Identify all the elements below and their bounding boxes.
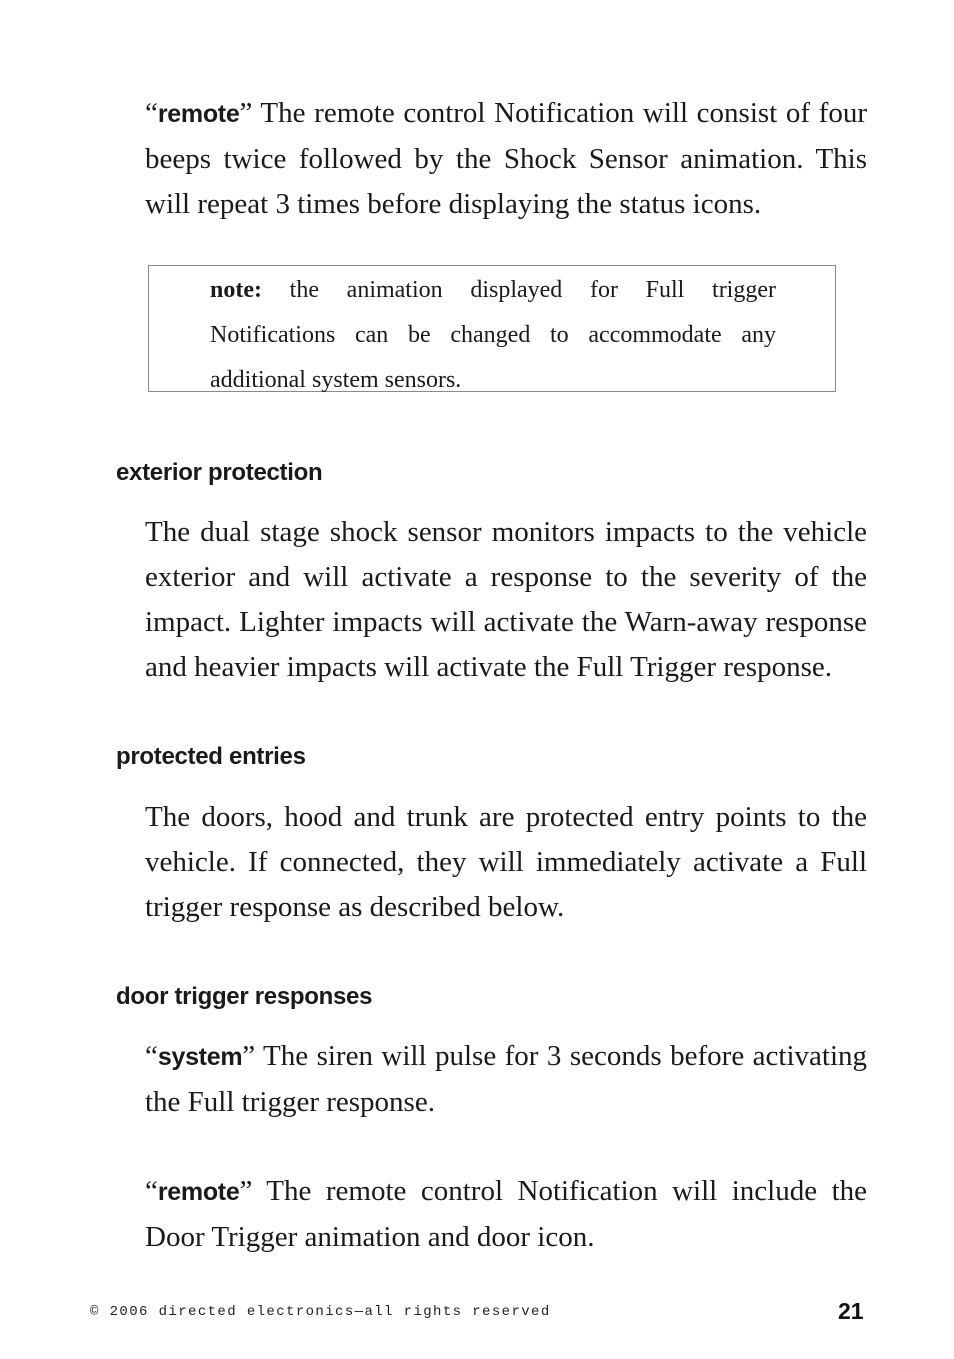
system-response-paragraph [145,1034,867,1125]
protected-entries-heading: protected entries [116,743,306,770]
exterior-protection-heading: exterior protection [116,459,323,486]
close-quote: ” [242,1040,256,1072]
close-quote: ” [239,1175,253,1207]
remote-intro-text: The remote control Notification will consist of four beeps twice followed by the Shock Sensor animation. This will repeat 3 times before displaying the status icons. [145,97,867,220]
open-quote: “ [145,97,158,129]
copyright-footer: © 2006 directed electronics—all rights reserved [90,1304,551,1320]
remote-keyword: remote [157,100,240,128]
note-text: the animation displayed for Full trigger Notifications can be changed to accommodate any additional system sensors. [210,277,776,393]
note-paragraph [210,268,776,403]
protected-entries-body: The doors, hood and trunk are protected entry points to the vehicle. If connected, they will immediately activate a Full trigger response as described below. [145,801,867,923]
open-quote: “ [145,1040,158,1072]
door-trigger-responses-heading: door trigger responses [116,983,373,1010]
system-response-text: The siren will pulse for 3 seconds before activating the Full trigger response. [145,1040,867,1118]
page-number: 21 [838,1298,864,1324]
system-keyword: system [157,1043,243,1071]
open-quote: “ [145,1175,158,1207]
note-label: note: [210,277,262,303]
exterior-protection-body: The dual stage shock sensor monitors impacts to the vehicle exterior and will activate a response to the severity of the impact. Lighter impacts will activate the Warn-away response and heavier impacts will activate the Full Trigger response. [145,516,867,683]
remote-response-paragraph [145,1169,867,1260]
note-box [148,265,836,392]
close-quote: ” [239,97,253,129]
remote-intro-paragraph [145,91,867,227]
remote-keyword: remote [157,1178,240,1206]
remote-response-text: The remote control Notification will include the Door Trigger animation and door icon. [145,1175,867,1253]
